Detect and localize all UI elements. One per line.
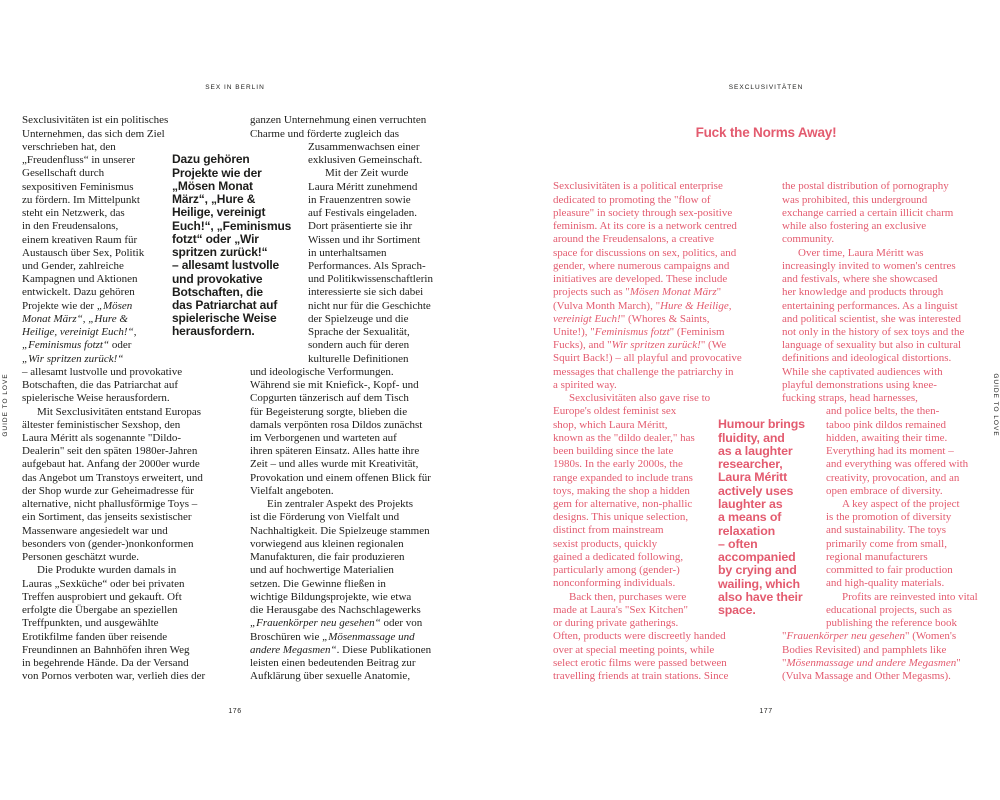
body-text-line: Charme und förderte zugleich das [250, 127, 400, 140]
body-text-line: 1980s. In the early 2000s, the [553, 458, 683, 471]
body-text-line: der Spielzeuge und die [308, 312, 409, 325]
body-text-line: exklusiven Gemeinschaft. [308, 154, 423, 167]
body-text-line: Manufakturen, die fair produzieren [250, 551, 405, 564]
body-text-line: A key aspect of the project [842, 498, 960, 511]
body-text-line: Austausch über Sex, Politik [22, 246, 145, 259]
body-text-line: ganzen Unternehmung einen verruchten [250, 114, 427, 127]
body-text-line: range expanded to include trans [553, 471, 693, 484]
body-text-line [250, 631, 450, 644]
text-run: , [133, 326, 137, 339]
body-text-line: und ideologische Verformungen. [250, 365, 394, 378]
right-page [500, 0, 1000, 800]
pull-quote-line: Heilige, vereinigt [172, 205, 266, 220]
body-text-line: Personen geschätzt wurde. [22, 551, 139, 564]
italic-title: „Wir spritzen zurück!“ [22, 352, 124, 365]
italic-title: Wir spritzen zurück! [611, 339, 701, 352]
body-text-line: and high-quality materials. [826, 577, 945, 590]
body-text-line: open embrace of diversity. [826, 484, 943, 497]
body-text-line: messages that challenge the patriarchy in [553, 365, 734, 378]
pull-quote-line: Euch!“, „Feminismus [172, 218, 292, 233]
text-run: " (We [700, 339, 727, 352]
body-text-line: in unterhaltsamen [308, 246, 387, 259]
body-text-line: fucking straps, head harnesses, [782, 392, 918, 405]
pull-quote-line: fotzt“ oder „Wir [172, 231, 259, 246]
italic-title: Feminismus fotzt [594, 325, 670, 338]
body-text-line: Bodies Revisited) and pamphlets like [782, 643, 947, 656]
body-text-line: dedicated to promoting the "flow of [553, 193, 711, 206]
body-text-line: Lauras „Sexküche“ oder bei privaten [22, 577, 185, 590]
pull-quote-line: by crying and [718, 563, 797, 578]
body-text-line [553, 313, 753, 326]
running-head: SEXCLUSIVITÄTEN [728, 84, 804, 91]
body-text-line: aufgebaut hat. Anfang der 2000er wurde [22, 458, 200, 471]
body-text-line: nonconforming individuals. [553, 577, 676, 590]
body-text-line: Sexclusivitäten ist ein politisches [22, 114, 169, 127]
body-text-line: while also fostering an exclusive [782, 220, 927, 233]
body-text-line: alternative, nicht phallusförmige Toys – [22, 498, 198, 511]
body-text-line: wichtige Bildungsprojekte, wie etwa [250, 590, 412, 603]
body-text-line: Ein zentraler Aspekt des Projekts [267, 498, 414, 511]
body-text-line: Sprache der Sexualität, [308, 326, 410, 339]
body-text-line: leisten einen bedeutenden Beitrag zur [250, 657, 416, 669]
text-run: " [782, 656, 787, 669]
body-text-line: ihren späteren Einsatz. Alles hatte ihre [250, 445, 420, 458]
body-text-line: space for discussions on sex, politics, and [553, 246, 737, 259]
body-text-line: Mit der Zeit wurde [325, 167, 409, 180]
body-text-line: damals verpönten rosa Dildos zunächst [250, 418, 423, 431]
pull-quote-line: accompanied [718, 550, 796, 565]
body-text-line: community. [782, 233, 835, 246]
body-text-line [553, 339, 753, 352]
body-text-line [553, 300, 753, 313]
pull-quote-line: Humour brings [718, 417, 805, 432]
pull-quote-line: also have their [718, 590, 803, 604]
body-text-line: designs. This unique selection, [553, 511, 689, 524]
text-run: " [956, 656, 961, 669]
body-text-line: Treffen ausprobiert und gekauft. Oft [22, 590, 182, 603]
body-text-line: Aufklärung über sexuelle Anatomie, [250, 670, 411, 683]
body-text-line: erfolgte die Übergabe an speziellen [22, 604, 178, 617]
body-text-line: taboo pink dildos remained [826, 418, 947, 431]
body-text-line: and political scientist, she was interested [782, 312, 962, 325]
text-run: " (Feminism [669, 325, 725, 338]
body-text-line: her knowledge and products through [782, 286, 944, 299]
body-text-line: und Gender, zahlreiche [22, 259, 124, 272]
pull-quote-line: relaxation [718, 523, 776, 538]
body-text-line: Zusammenwachsen einer [308, 140, 420, 153]
body-text-line: pleasure" in society through sex-positive [553, 206, 733, 219]
body-text-line: Provokation und einem offenen Blick für [250, 471, 431, 484]
body-text-line: known as the "dildo dealer," has [553, 431, 695, 444]
body-text-line: Gesellschaft durch [22, 167, 105, 180]
body-text-line: Wissen und ihr Sortiment [308, 233, 421, 246]
body-text-line [782, 630, 987, 643]
body-text-line: initiatives are developed. These include [553, 273, 728, 286]
body-text-line: distinct from mainstream [553, 524, 664, 537]
body-text-line: besonders von (gender-)nonkonformen [22, 537, 194, 550]
body-text-line: sexpositiven Feminismus [22, 180, 134, 193]
pull-quote-line: fluidity, and [718, 430, 785, 445]
body-text-line: Kampagnen und Aktionen [22, 273, 138, 286]
pull-quote [718, 418, 818, 617]
body-text-line: and police belts, the then- [826, 405, 940, 418]
body-text-line: Unternehmen, das sich dem Ziel [22, 127, 165, 140]
body-text-line: made at Laura's "Sex Kitchen" [553, 603, 688, 616]
pull-quote [172, 153, 297, 338]
text-run: projects such as " [553, 286, 630, 299]
body-text-line: ein Sortiment, das jenseits sexistischer [22, 511, 192, 524]
pull-quote-line: as a laughter [718, 443, 793, 458]
body-text-line: Nachhaltigkeit. Die Spielzeuge stammen [250, 524, 430, 537]
body-text-line: Die Produkte wurden damals in [37, 564, 177, 577]
pull-quote-line: spritzen zurück!“ [172, 245, 268, 260]
body-text-line: in begehrende Hände. Da der Versand [22, 657, 189, 669]
text-run: " [782, 630, 787, 643]
pull-quote-line: laughter as [718, 497, 783, 512]
text-run: . Diese Publikationen [336, 643, 432, 656]
text-run: oder [109, 339, 132, 352]
body-text-line: the postal distribution of pornography [782, 180, 949, 193]
body-text-line: increasingly invited to women's centres [782, 259, 956, 272]
body-text-line: While she captivated audiences with [782, 365, 943, 378]
body-text-line: Mit Sexclusivitäten entstand Europas [37, 405, 202, 418]
body-text-line: Treffpunkten, und ausgewählte [22, 617, 159, 630]
italic-title: vereinigt Euch! [553, 312, 621, 325]
pull-quote-line: actively uses [718, 483, 794, 498]
body-text-line: (Vulva Massage and Other Megasms). [782, 670, 951, 683]
body-text-line: und Politikwissenschaftlerin [308, 273, 433, 286]
body-text-line: steht ein Netzwerk, das [22, 207, 125, 220]
body-text-line: setzen. Die Gewinne fließen in [250, 577, 386, 590]
body-text-line: im Verborgenen und warteten auf [250, 432, 397, 445]
body-text-line: Everything had its moment – [826, 445, 954, 458]
body-text-line: definitions and ideological distortions. [782, 352, 952, 365]
body-text-line [553, 286, 753, 299]
body-text-line: not only in the history of sex toys and the [782, 325, 965, 338]
running-head: SEX IN BERLIN [205, 84, 265, 91]
body-text-line: Sexclusivitäten is a political enterprise [553, 180, 723, 193]
body-text-line [250, 644, 450, 657]
body-text-line: Profits are reinvested into vital [842, 590, 978, 603]
body-text-line: Freundinnen an Bahnhöfen ihren Weg [22, 643, 190, 656]
body-text-line: regional manufacturers [826, 550, 928, 563]
italic-title: „Feminismus fotzt“ [22, 339, 110, 352]
body-text-line: Erotikfilme fanden über reisende [22, 630, 168, 643]
pull-quote-line: das Patriarchat auf [172, 297, 278, 312]
italic-title: Heilige, vereinigt Euch!“ [22, 326, 134, 339]
body-text-line: publishing the reference book [826, 617, 958, 630]
body-text-line: ältester feministischer Sexshop, den [22, 418, 181, 431]
body-text-line: und auf hochwertige Materialien [250, 564, 394, 577]
page-number: 177 [759, 708, 773, 715]
body-text-line: is the promotion of diversity [826, 511, 952, 524]
body-text-line: Over time, Laura Méritt was [798, 246, 924, 259]
body-text-line: Sexclusivitäten also gave rise to [569, 392, 711, 405]
body-text-line: spielerische Weise herausfordern. [22, 392, 170, 405]
body-text-line: Back then, purchases were [569, 590, 687, 603]
pull-quote-line: März“, „Hure & [172, 192, 256, 207]
italic-title: Mösen Monat März [629, 286, 717, 299]
italic-title: „Frauenkörper neu gesehen“ [250, 617, 381, 630]
body-text-line: interessierte sie sich dabei [308, 286, 424, 299]
italic-title: „Mösen [96, 299, 133, 312]
body-text-line: Während sie mit Kniefick-, Kopf- und [250, 379, 419, 392]
pull-quote-line: wailing, which [718, 576, 800, 591]
body-text-line: gem for alternative, non-phallic [553, 498, 693, 511]
italic-title: Hure & Heilige, [660, 299, 732, 312]
pull-quote-line: spielerische Weise [172, 311, 277, 326]
body-text-line [553, 326, 753, 339]
body-text-line: nicht nur für die Geschichte [308, 299, 431, 312]
italic-title: Monat März“, „Hure & [22, 312, 128, 325]
body-text-line: language of sexuality but also in cultural [782, 339, 962, 352]
body-text-line: Vielfalt angeboten. [250, 484, 334, 497]
body-text-line: entertaining performances. As a linguist [782, 299, 958, 312]
italic-title: Frauenkörper neu gesehen [786, 630, 906, 643]
body-text-line: and festivals, where she showcased [782, 273, 938, 286]
body-text-line: shop, which Laura Méritt, [553, 418, 668, 431]
body-text-line: zu fördern. Im Mittelpunkt [22, 193, 140, 206]
body-text-line: educational projects, such as [826, 603, 952, 616]
body-text-line: been building since the late [553, 445, 674, 458]
body-text-line [22, 339, 222, 352]
body-text-line: over at special meeting points, while [553, 643, 715, 656]
body-text-line: für Begeisterung sorgte, blieben die [250, 405, 408, 418]
text-run: " (Women's [905, 630, 957, 643]
side-label: GUIDE TO LOVE [992, 373, 999, 437]
text-run: " [716, 286, 722, 299]
body-text-line: Europe's oldest feminist sex [553, 405, 677, 418]
body-text-line: around the Freudensalons, a creative [553, 233, 714, 246]
body-text-line: Performances. Als Sprach- [308, 259, 426, 272]
italic-title: andere Megasmen“ [250, 643, 337, 656]
italic-title: „Mösenmassage und [322, 630, 415, 643]
body-text-line: was prohibited, this underground [782, 193, 928, 206]
body-text-line: travelling friends at train stations. Since [553, 670, 729, 683]
page-number: 176 [228, 708, 242, 715]
body-text-line: or during private gatherings. [553, 617, 679, 630]
body-text-line: Dealerin" seit den späten 1980er-Jahren [22, 445, 198, 458]
pull-quote-line: space. [718, 603, 756, 618]
body-text-line: Laura Méritt als sogenannte "Dildo- [22, 432, 182, 445]
body-text-line: Dort präsentierte sie ihr [308, 220, 413, 233]
body-text-line: „Freudenfluss“ in unserer [22, 154, 136, 167]
pull-quote-line: – allesamt lustvolle [172, 258, 280, 273]
body-text-line: feminism. At its core is a network centred [553, 220, 737, 233]
text-run: Projekte wie der [22, 299, 97, 312]
text-run: (Vulva Month March), " [553, 299, 661, 312]
body-text-line: hidden, awaiting their time. [826, 431, 948, 444]
body-text-line: kulturelle Definitionen [308, 352, 409, 365]
body-text-line: auf Festivals eingeladen. [308, 207, 418, 220]
body-text-line: Often, products were discreetly handed [553, 630, 726, 643]
body-text-line: Botschaften, die das Patriarchat auf [22, 379, 179, 392]
body-text-line: sondern auch für deren [308, 339, 410, 352]
body-text-line: exchange carried a certain illicit charm [782, 206, 954, 219]
body-text-line: entwickelt. Dazu gehören [22, 286, 135, 299]
body-text-line: die Herausgabe des Nachschlagewerks [250, 604, 421, 617]
body-text-line: Laura Méritt zunehmend [308, 180, 418, 193]
body-text-line: gained a dedicated following, [553, 550, 684, 563]
pull-quote-line: – often [718, 536, 758, 551]
pull-quote-line: Laura Méritt [718, 470, 788, 485]
body-text-line: toys, making the shop a hidden [553, 484, 690, 497]
pull-quote-line: researcher, [718, 457, 783, 472]
body-text-line: primarily come from small, [826, 537, 947, 550]
body-text-line [22, 353, 222, 366]
side-label: GUIDE TO LOVE [2, 373, 9, 437]
body-text-line [782, 657, 987, 670]
body-text-line: Massenware angesiedelt war und [22, 524, 168, 537]
body-text-line: das Angebot um Transtoys erweitert, und [22, 471, 203, 484]
body-text-line: in den Freudensalons, [22, 220, 119, 233]
body-text-line: vorwiegend aus kleinen regionalen [250, 537, 404, 550]
body-text-line: and sustainability. The toys [826, 524, 947, 537]
body-text-line: playful demonstrations using knee- [782, 378, 937, 391]
pull-quote-line: und provokative [172, 271, 263, 286]
body-text-line: einem kreativen Raum für [22, 233, 138, 246]
italic-title: Mösenmassage und andere Megasmen [786, 656, 957, 669]
body-text-line: verschrieben hat, den [22, 140, 116, 153]
text-run: oder von [380, 617, 423, 630]
body-text-line: Copgurten tänzerisch auf dem Tisch [250, 392, 409, 405]
body-text-line: select erotic films were passed between [553, 656, 727, 669]
body-text-line: gender, where numerous campaigns and [553, 259, 730, 272]
pull-quote-line: Dazu gehören [172, 152, 250, 167]
pull-quote-line: „Mösen Monat [172, 178, 253, 193]
body-text-line: ist die Förderung von Vielfalt und [250, 511, 400, 524]
body-text-line: Squirt Back!) – all playful and provocative [553, 352, 742, 365]
text-run: " (Whores & Saints, [620, 312, 710, 325]
body-text-line: der Shop wurde zur Geheimadresse für [22, 484, 194, 497]
body-text-line: creativity, provocation, and an [826, 471, 960, 484]
chapter-title: Fuck the Norms Away! [695, 125, 837, 140]
pull-quote-line: Botschaften, die [172, 284, 263, 299]
body-text-line: in Frauenzentren sowie [308, 193, 411, 206]
body-text-line: sexist products, quickly [553, 537, 658, 550]
text-run: Broschüren wie [250, 630, 323, 643]
pull-quote-line: herausfordern. [172, 324, 255, 339]
body-text-line: particularly among (gender-) [553, 564, 680, 577]
body-text-line: – allesamt lustvolle und provokative [22, 365, 183, 378]
body-text-line: Zeit – und alles wurde mit Kreativität, [250, 458, 419, 471]
text-run: Fucks), and " [553, 339, 612, 352]
text-run: Unite!), " [553, 325, 595, 338]
body-text-line: von Pornos verboten war, verlieh dies der [22, 670, 206, 683]
body-text-line: committed to fair production [826, 564, 953, 577]
pull-quote-line: Projekte wie der [172, 165, 262, 180]
pull-quote-line: a means of [718, 510, 782, 525]
body-text-line: and everything was offered with [826, 458, 969, 471]
body-text-line: a spirited way. [553, 378, 617, 391]
body-text-line [250, 617, 450, 630]
